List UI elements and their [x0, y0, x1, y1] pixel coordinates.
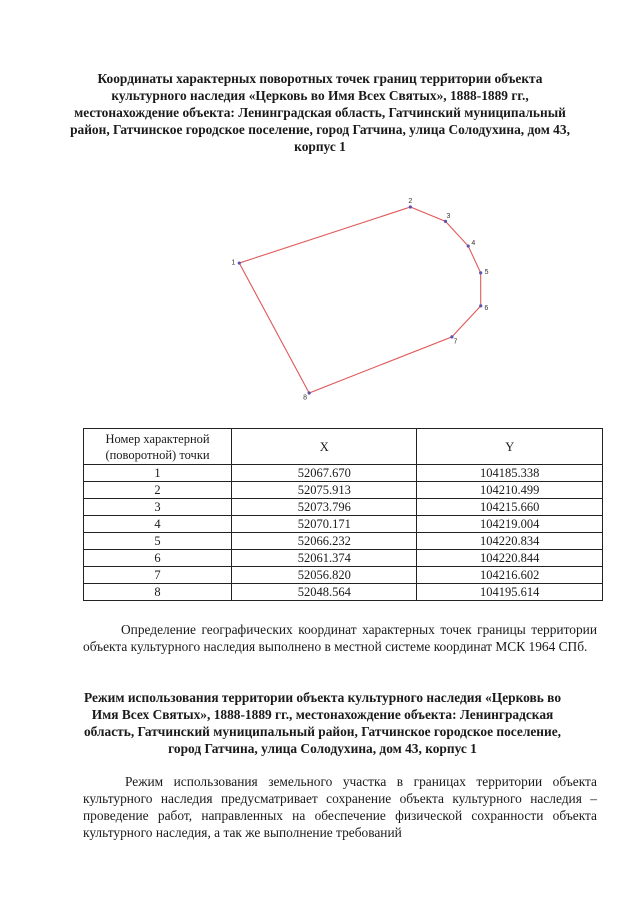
table-row — [84, 584, 603, 601]
usage-regime-paragraph: Режим использования земельного участка в границах территории объекта культурного наследия предусматривает сохранение объекта культурного наследия – проведение работ, направленных на обеспечение физической сохранности объекта культурного наследия, а так же выполнение требований — [83, 774, 597, 840]
coord-x: 52066.232 — [232, 533, 417, 550]
boundary-point-label: 5 — [484, 269, 489, 277]
boundary-polygon — [239, 207, 480, 393]
coord-y: 104185.338 — [417, 465, 603, 482]
coord-y: 104219.004 — [417, 516, 603, 533]
header-x: X — [232, 429, 417, 465]
table-header-row — [84, 429, 603, 465]
point-number: 4 — [84, 516, 232, 533]
coord-x: 52048.564 — [232, 584, 417, 601]
table-row — [84, 516, 603, 533]
coord-x: 52075.913 — [232, 482, 417, 499]
boundary-point — [479, 271, 482, 274]
coord-y: 104216.602 — [417, 567, 603, 584]
boundary-plan — [190, 185, 530, 415]
point-number: 1 — [84, 465, 232, 482]
boundary-point-label: 7 — [453, 338, 458, 346]
document-title: Координаты характерных поворотных точек границ территории объекта культурного наследия «Церковь во Имя Всех Святых», 1888-1889 гг., местонахождение объекта: Ленинградская область, Гатчинский муниципальный район, Гатчинское городское поселение, город Гатчина, улица Солодухина, дом 43, корпус 1 — [70, 71, 570, 154]
boundary-point — [308, 391, 311, 394]
point-number: 6 — [84, 550, 232, 567]
coord-x: 52067.670 — [232, 465, 417, 482]
table-row — [84, 567, 603, 584]
section-title: Режим использования территории объекта культурного наследия «Церковь во Имя Всех Святых», 1888-1889 гг., местонахождение объекта: Ленинградская область, Гатчинский муниципальный район, Гатчинское городское поселение, город Гатчина, улица Солодухина, дом 43, корпус 1 — [83, 690, 562, 756]
coord-x: 52073.796 — [232, 499, 417, 516]
boundary-point — [444, 220, 447, 223]
point-number: 8 — [84, 584, 232, 601]
point-number: 2 — [84, 482, 232, 499]
boundary-point — [479, 304, 482, 307]
coordinate-system-paragraph: Определение географических координат характерных точек границы территории объекта культурного наследия выполнено в местной системе координат МСК 1964 СПб. — [83, 622, 597, 654]
table-row — [84, 499, 603, 516]
coord-y: 104220.834 — [417, 533, 603, 550]
table-row — [84, 550, 603, 567]
table-row — [84, 533, 603, 550]
coord-y: 104195.614 — [417, 584, 603, 601]
coord-x: 52070.171 — [232, 516, 417, 533]
table-row — [84, 482, 603, 499]
boundary-point — [238, 261, 241, 264]
coord-y: 104215.660 — [417, 499, 603, 516]
boundary-point — [467, 244, 470, 247]
boundary-point-label: 8 — [303, 394, 308, 402]
point-number: 5 — [84, 533, 232, 550]
boundary-point-label: 3 — [446, 213, 451, 221]
header-point-number: Номер характерной (поворотной) точки — [84, 429, 232, 465]
boundary-point — [409, 205, 412, 208]
boundary-point-label: 4 — [471, 239, 476, 247]
coord-y: 104210.499 — [417, 482, 603, 499]
point-number: 3 — [84, 499, 232, 516]
table-row — [84, 465, 603, 482]
point-number: 7 — [84, 567, 232, 584]
header-y: Y — [417, 429, 603, 465]
boundary-point-label: 6 — [484, 304, 489, 312]
coordinates-table — [83, 428, 603, 601]
boundary-points — [231, 198, 488, 401]
boundary-point-label: 1 — [231, 259, 236, 267]
coord-x: 52061.374 — [232, 550, 417, 567]
boundary-point-label: 2 — [408, 198, 413, 206]
coord-x: 52056.820 — [232, 567, 417, 584]
coord-y: 104220.844 — [417, 550, 603, 567]
